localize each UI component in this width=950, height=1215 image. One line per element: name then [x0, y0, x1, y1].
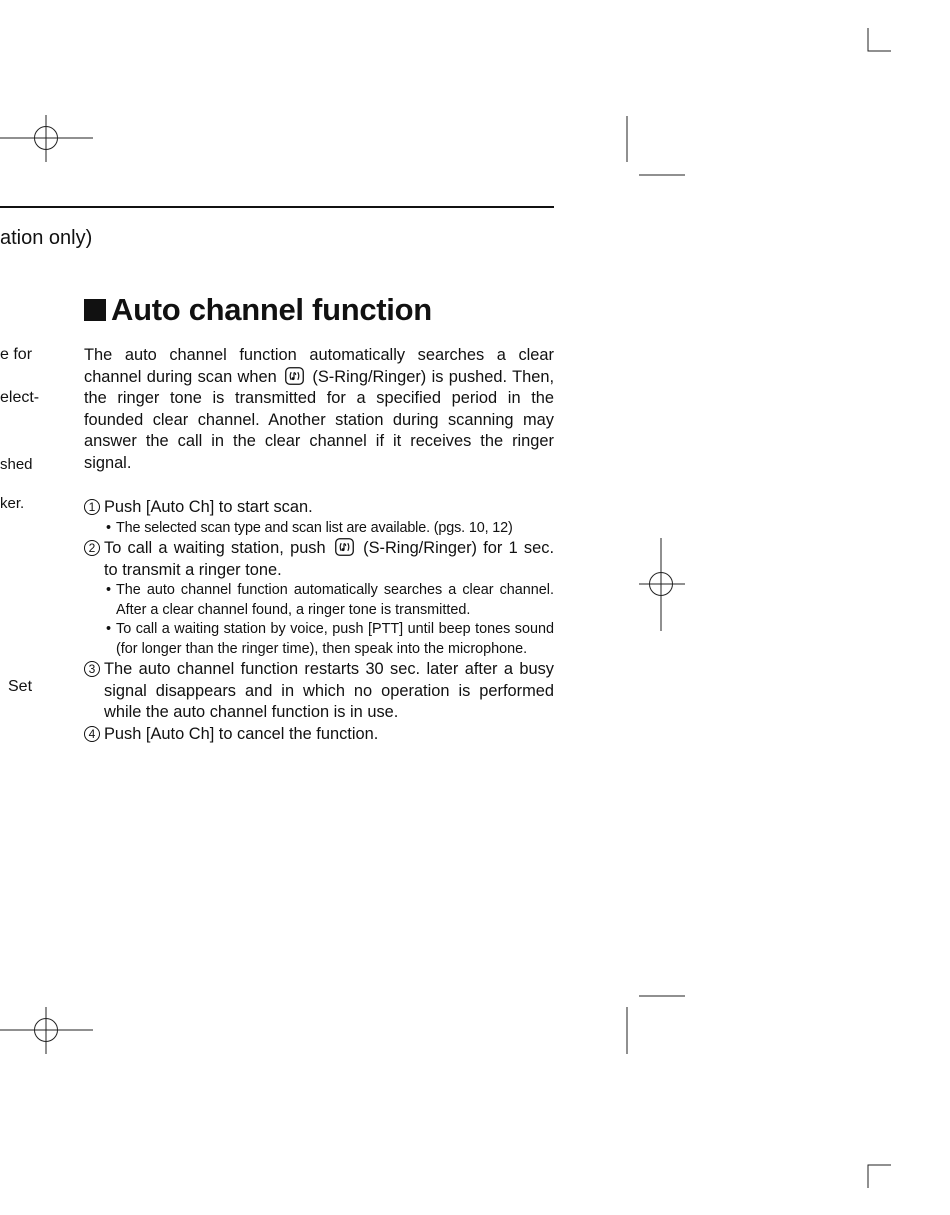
- section-heading: [84, 292, 432, 328]
- step-text: [104, 538, 554, 581]
- step-text: The auto channel function restarts 30 sec. later after a busy signal disappears and in which no operation is performed while the auto channel function is in use.: [104, 660, 554, 722]
- step-number: 4: [84, 726, 100, 742]
- step-text: Push [Auto Ch] to cancel the function.: [104, 724, 379, 743]
- bullet-list: [84, 581, 554, 659]
- section-body: [84, 345, 554, 745]
- clipped-text-fragment: Set: [8, 678, 33, 695]
- bullet-glyph: •: [106, 582, 112, 599]
- bullet-text: The selected scan type and scan list are available. (pgs. 10, 12): [116, 519, 513, 536]
- bullet-item: [106, 620, 554, 659]
- step-item: [84, 659, 554, 724]
- step-number: 1: [84, 499, 100, 515]
- step-list: [84, 497, 554, 745]
- bullet-list: [84, 519, 554, 539]
- bullet-item: [106, 581, 554, 620]
- bullet-glyph: •: [106, 621, 112, 638]
- bullet-glyph: •: [106, 519, 111, 536]
- header-rule: [0, 206, 554, 208]
- s-ring-ringer-key-icon: [285, 367, 304, 385]
- registration-mark-top-left: [0, 115, 93, 162]
- clipped-text-fragment: ker.: [0, 495, 25, 512]
- clipped-text-fragment: elect-: [0, 389, 40, 406]
- step-text: Push [Auto Ch] to start scan.: [104, 498, 313, 516]
- s-ring-ringer-key-icon: [335, 538, 354, 556]
- clipped-header-text: ation only): [0, 227, 93, 249]
- crop-mark-top-right: [868, 28, 891, 51]
- step-item: [84, 724, 554, 746]
- bullet-text: To call a waiting station by voice, push [PTT] until beep tones sound (for longer than the ringer time), then speak into the microphone.: [116, 621, 554, 657]
- intro-text: The auto channel function automatically searches a clear channel during scan when: [84, 346, 554, 386]
- intro-text-continued: (S-Ring/Ringer) is pushed. Then, the ringer tone is transmitted for a specified period in the founded clear channel. Another station during scanning may answer the call in the clear channel if it receives the ringer signal.: [84, 367, 554, 472]
- section-title: Auto channel function: [111, 292, 432, 327]
- step-item: [84, 538, 554, 659]
- crop-mark-bottom-right: [868, 1165, 891, 1188]
- crop-mark-bottom-middle: [627, 996, 685, 1054]
- clipped-text-fragment: shed: [0, 456, 33, 473]
- clipped-text-fragment: e for: [0, 346, 33, 363]
- bullet-item: [106, 519, 554, 539]
- registration-mark-bottom-left: [0, 1007, 93, 1054]
- step-number: 2: [84, 540, 100, 556]
- bullet-text: The auto channel function automatically searches a clear channel. After a clear channel found, a ringer tone is transmitted.: [116, 582, 554, 618]
- intro-paragraph: [84, 345, 554, 474]
- step-text-part: (S-Ring/Ringer) for 1 sec. to transmit a ringer tone.: [104, 539, 554, 579]
- crop-mark-top-middle: [627, 116, 685, 175]
- step-text-part: To call a waiting station, push: [104, 539, 326, 558]
- step-item: [84, 497, 554, 538]
- registration-mark-right: [639, 538, 685, 631]
- heading-square-icon: [84, 299, 106, 321]
- step-number: 3: [84, 661, 100, 677]
